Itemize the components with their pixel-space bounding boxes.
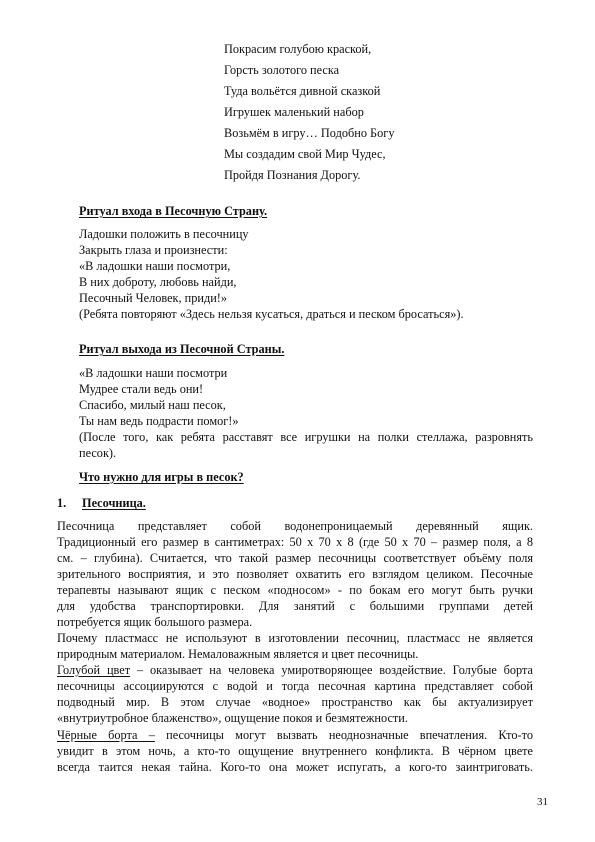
paragraph-text: песочницы могут вызвать неоднозначные впечатления. Кто-то xyxy=(154,728,533,742)
paragraph-line: подводный мир. В этом случае «водное» пространство как бы актуализирует xyxy=(57,695,533,709)
paragraph-line: Почему пластмасс не используют в изготовлении песочниц, пластмасс не является xyxy=(57,631,533,645)
paragraph-line: зрительного восприятия, и это позволяет охватить его взглядом целиком. Песочные xyxy=(57,567,533,581)
exit-ritual-line: Мудрее стали ведь они! xyxy=(79,382,204,396)
entry-ritual-line: «В ладошки наши посмотри, xyxy=(79,259,231,273)
entry-ritual-line: Закрыть глаза и произнести: xyxy=(79,243,228,257)
question-heading: Что нужно для игры в песок? xyxy=(79,470,244,484)
blue-color-label: Голубой цвет xyxy=(57,663,131,677)
exit-ritual-note-end: песок). xyxy=(79,446,117,460)
poem-line: Пройдя Познания Дорогу. xyxy=(224,168,361,182)
paragraph-text: – оказывает на человека умиротворяющее воздействие. Голубые борта xyxy=(130,663,534,677)
poem-line: Возьмём в игру… Подобно Богу xyxy=(224,126,395,140)
exit-ritual-line: «В ладошки наши посмотри xyxy=(79,366,228,380)
paragraph-line: для удобства транспортировки. Для занятий с большими группами детей xyxy=(57,599,533,613)
paragraph-line: потребуется ящик большого размера. xyxy=(57,615,253,629)
poem-line: Покрасим голубою краской, xyxy=(224,42,372,56)
paragraph-line: песочницы ассоциируются с водой и тогда песочная картина представляет собой xyxy=(57,679,533,693)
entry-ritual-line: Ладошки положить в песочницу xyxy=(79,227,249,241)
entry-ritual-line: В них доброту, любовь найди, xyxy=(79,275,237,289)
entry-ritual-line: Песочный Человек, приди!» xyxy=(79,291,228,305)
poem-line: Туда вольётся дивной сказкой xyxy=(224,84,381,98)
page-number: 31 xyxy=(537,796,548,808)
paragraph-line: «внутриутробное блаженство», ощущение покоя и безмятежности. xyxy=(57,711,408,725)
entry-ritual-line: (Ребята повторяют «Здесь нельзя кусаться, драться и песком бросаться»). xyxy=(79,307,464,321)
exit-ritual-line: Спасибо, милый наш песок, xyxy=(79,398,226,412)
paragraph-line: всегда таится некая тайна. Кого-то она может испугать, а кого-то заинтриговать. xyxy=(57,760,533,774)
poem-line: Мы создадим свой Мир Чудес, xyxy=(224,147,386,161)
section-title: Песочница. xyxy=(82,496,146,510)
section-number: 1. xyxy=(57,496,67,510)
paragraph-line: Песочница представляет собой водонепроницаемый деревянный ящик. xyxy=(57,519,533,533)
paragraph-line xyxy=(57,727,533,743)
exit-ritual-note: (После того, как ребята расставят все игрушки на полки стеллажа, разровнять xyxy=(79,430,533,444)
black-borders-label: Чёрные борта – xyxy=(57,728,155,742)
poem-line: Горсть золотого песка xyxy=(224,63,340,77)
paragraph-line: см. – глубина). Считается, что такой размер песочницы соответствует объёму поля xyxy=(57,551,533,565)
poem-line: Игрушек маленький набор xyxy=(224,105,364,119)
paragraph-line xyxy=(57,662,533,678)
paragraph-line: природным материалом. Немаловажным является и цвет песочницы. xyxy=(57,647,419,661)
paragraph-line: Традиционный его размер в сантиметрах: 50 х 70 х 8 (где 50 х 70 – размер поля, а 8 xyxy=(57,535,533,549)
exit-ritual-line: Ты нам ведь подрасти помог!» xyxy=(79,414,239,428)
entry-ritual-heading: Ритуал входа в Песочную Страну. xyxy=(79,204,268,218)
paragraph-line: терапевты называют ящик с песком «подносом» - по бокам его могут быть ручки xyxy=(57,583,533,597)
paragraph-line: увидит в этом ночь, а кто-то ощущение внутреннего конфликта. В чёрном цвете xyxy=(57,744,533,758)
exit-ritual-heading: Ритуал выхода из Песочной Страны. xyxy=(79,342,285,356)
